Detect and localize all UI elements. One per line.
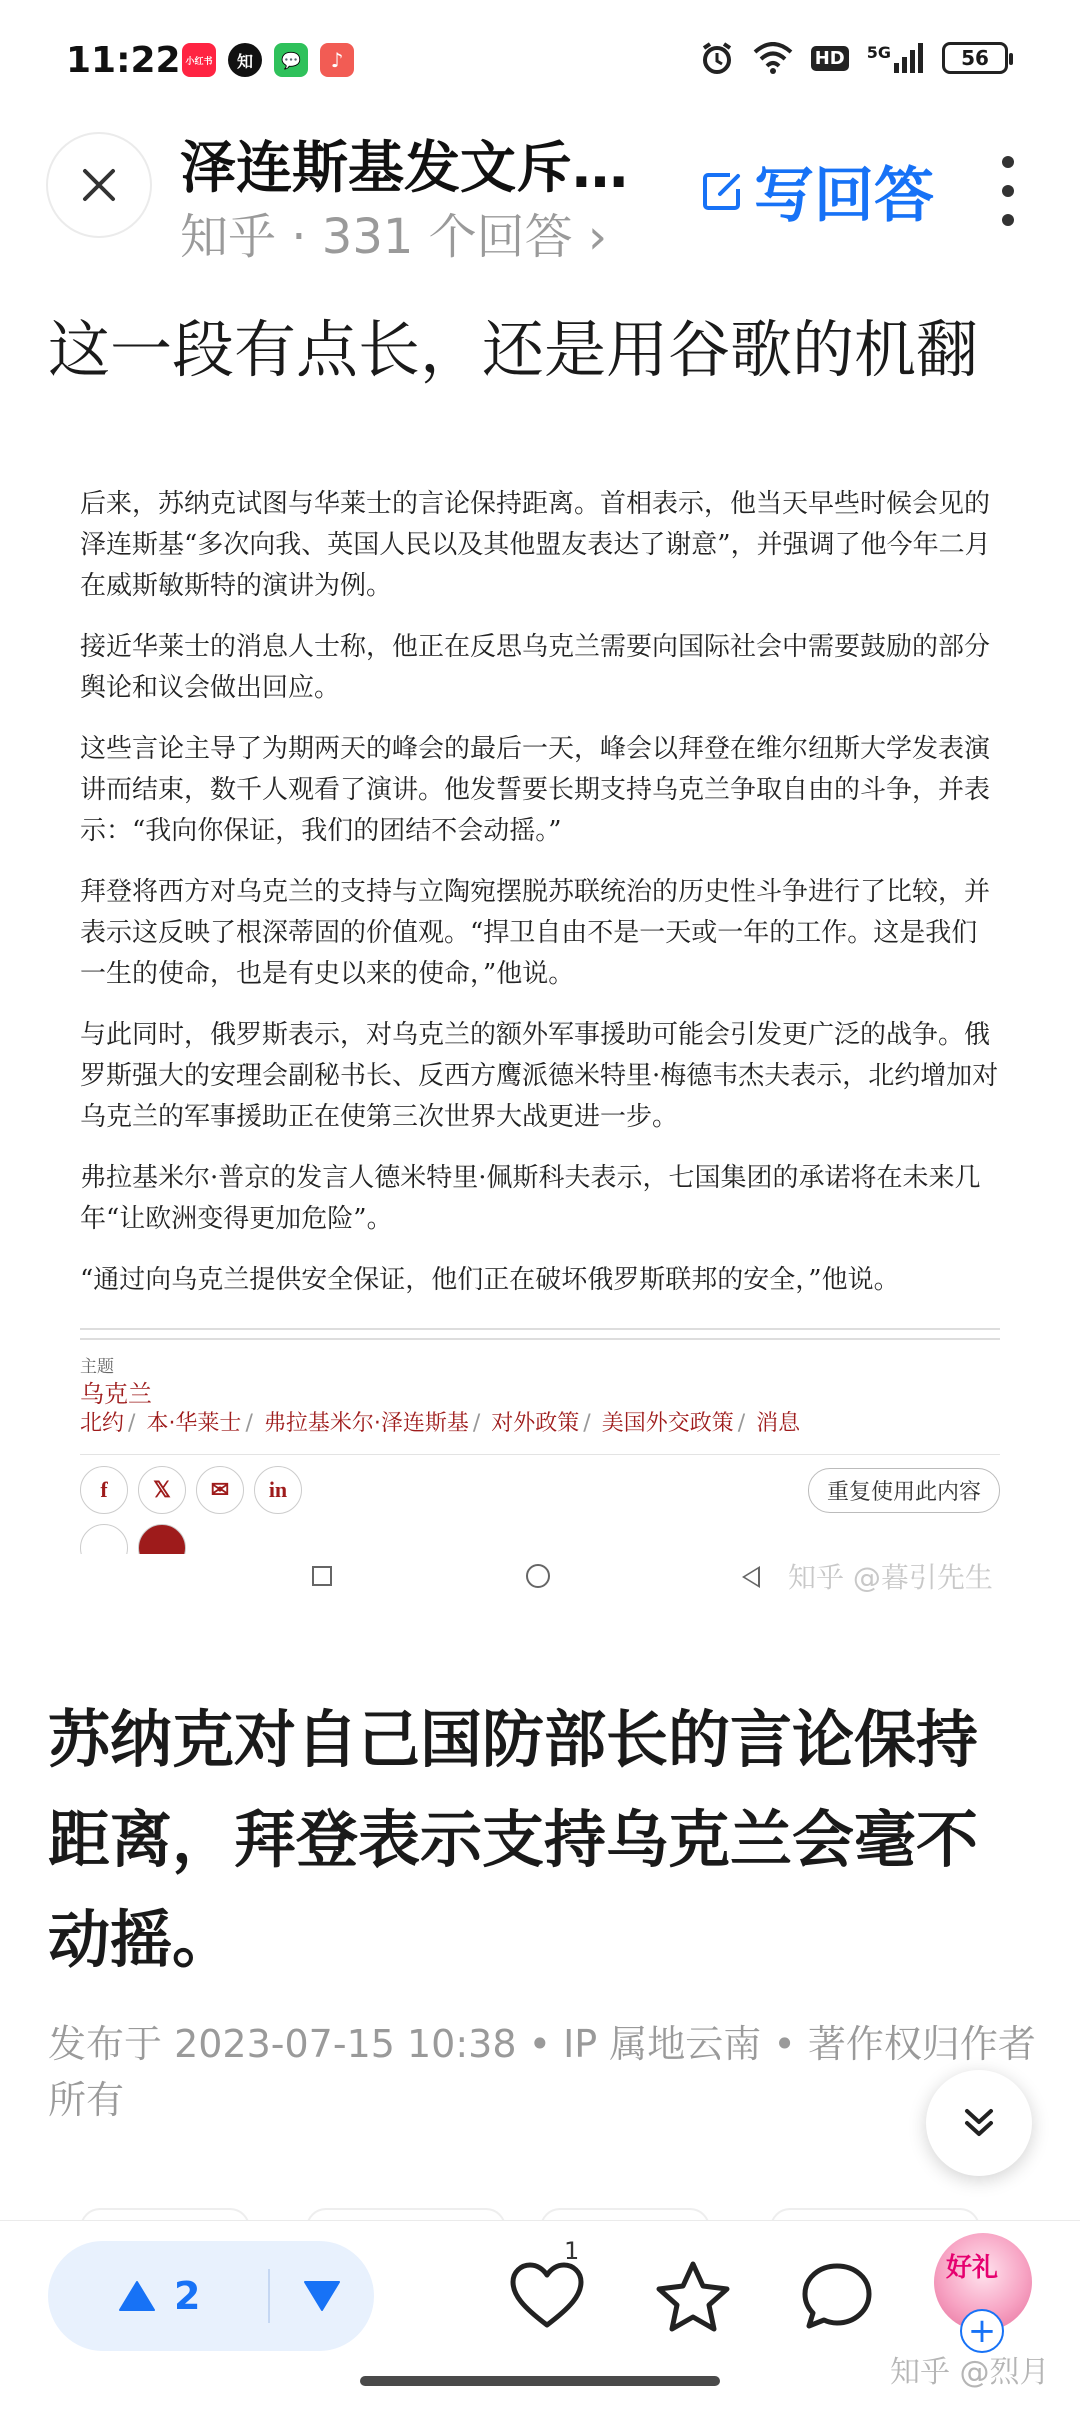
battery-level: 56 xyxy=(961,46,989,70)
upvote-count: 2 xyxy=(174,2274,201,2318)
upvote-button[interactable] xyxy=(48,2274,268,2318)
article-paragraph: 后来，苏纳克试图与华莱士的言论保持距离。首相表示，他当天早些时候会见的泽连斯基“多次向我、英国人民以及其他盟友表达了谢意”，并强调了他今年二月在威斯敏斯特的演讲为例。 xyxy=(80,489,991,601)
tag-item: 对外政策 xyxy=(491,1411,580,1436)
music-app-icon: ♪ xyxy=(320,43,354,77)
question-title[interactable]: 泽连斯基发文斥… xyxy=(180,136,628,201)
divider xyxy=(80,1454,1000,1455)
close-button[interactable] xyxy=(46,132,152,238)
image-watermark: 知乎 @暮引先生 xyxy=(788,1561,993,1594)
article-paragraph: 弗拉基米尔·普京的发言人德米特里·佩斯科夫表示，七国集团的承诺将在未来几年“让欧洲变得更加危险”。 xyxy=(80,1163,981,1234)
article-paragraph: 接近华莱士的消息人士称，他正在反思乌克兰需要向国际社会中需要鼓励的部分舆论和议会做出回应。 xyxy=(80,632,991,703)
article-paragraph: 与此同时，俄罗斯表示，对乌克兰的额外军事援助可能会引发更广泛的战争。俄罗斯强大的安理会副秘书长、反西方鹰派德米特里·梅德韦杰夫表示，北约增加对乌克兰的军事援助正在使第三次世界大战更进一步。 xyxy=(80,1020,999,1132)
home-indicator[interactable] xyxy=(360,2376,720,2386)
more-dot-icon xyxy=(1002,156,1014,168)
back-icon xyxy=(742,1566,760,1588)
signal-icon xyxy=(867,43,924,73)
more-dot-icon xyxy=(1002,185,1014,197)
tag-item: 弗拉基米尔·泽连斯基 xyxy=(263,1411,469,1436)
question-meta-link[interactable]: 知乎 · 331 个回答 › xyxy=(180,209,608,265)
twitter-icon: 𝕏 xyxy=(138,1466,186,1514)
battery-indicator xyxy=(942,42,1008,74)
reuse-content-label: 重复使用此内容 xyxy=(808,1468,1000,1513)
comment-button[interactable] xyxy=(792,2251,882,2341)
topic-main: 乌克兰 xyxy=(80,1380,152,1408)
close-circle-icon xyxy=(138,1524,186,1554)
star-icon xyxy=(655,2260,731,2332)
double-chevron-down-icon xyxy=(959,2103,999,2143)
status-bar xyxy=(0,0,1080,120)
home-icon xyxy=(526,1564,550,1588)
topic-tags: 北约 / 本·华莱士 / 弗拉基米尔·泽连斯基 / 对外政策 / 美国外交政策 / 消息 xyxy=(80,1411,801,1436)
scroll-down-button[interactable] xyxy=(926,2070,1032,2176)
recents-icon xyxy=(312,1566,332,1586)
zhihu-app-icon: 知 xyxy=(228,43,262,77)
hd-icon: HD xyxy=(811,46,849,71)
avatar-label: 好礼 xyxy=(946,2253,999,2283)
question-header xyxy=(0,120,1080,270)
status-time: 11:22 xyxy=(66,40,181,81)
article-paragraph: 拜登将西方对乌克兰的支持与立陶宛摆脱苏联统治的历史性斗争进行了比较，并表示这反映了根深蒂固的价值观。“捍卫自由不是一天或一年的工作。这是我们一生的使命，也是有史以来的使命，”他说。 xyxy=(80,877,991,989)
captured-nav-bar xyxy=(48,1552,1032,1610)
downvote-button[interactable] xyxy=(270,2280,374,2312)
tag-item: 美国外交政策 xyxy=(601,1411,734,1436)
share-icons-partial xyxy=(80,1524,186,1554)
pinterest-icon xyxy=(80,1524,128,1554)
answer-intro-text: 这一段有点长，还是用谷歌的机翻 xyxy=(48,313,979,386)
linkedin-icon: in xyxy=(254,1466,302,1514)
heart-icon xyxy=(509,2261,585,2331)
more-dot-icon xyxy=(1002,214,1014,226)
tag-item: 北约 xyxy=(80,1411,125,1436)
network-type-label: 5G xyxy=(866,43,891,62)
article-paragraph: 这些言论主导了为期两天的峰会的最后一天，峰会以拜登在维尔纽斯大学发表演讲而结束，数千人观看了演讲。他发誓要长期支持乌克兰争取自由的斗争，并表示：“我向你保证，我们的团结不会动摇。” xyxy=(80,734,991,846)
comment-bubble-icon xyxy=(799,2260,875,2332)
favorite-button[interactable] xyxy=(648,2251,738,2341)
more-options-button[interactable] xyxy=(990,156,1026,226)
plus-icon: + xyxy=(967,2311,997,2351)
like-count: 1 xyxy=(564,2237,580,2265)
answer-paragraph-headline: 苏纳克对自己国防部长的言论保持距离，拜登表示支持乌克兰会毫不动摇。 xyxy=(48,1703,979,1976)
tag-item: 消息 xyxy=(756,1411,801,1436)
bottom-watermark: 知乎 @烈月 xyxy=(890,2355,1050,2390)
wifi-icon xyxy=(753,42,793,74)
topic-label: 主题 xyxy=(80,1357,114,1377)
edit-icon xyxy=(700,169,744,213)
publish-meta: 发布于 2023-07-15 10:38 • IP 属地云南 • 著作权归作者所有 xyxy=(48,2022,1036,2122)
share-icons xyxy=(80,1466,302,1514)
close-icon xyxy=(79,165,119,205)
facebook-icon: f xyxy=(80,1466,128,1514)
system-status-icons xyxy=(699,40,1008,76)
write-answer-button[interactable] xyxy=(700,148,934,234)
write-answer-label: 写回答 xyxy=(754,161,934,231)
article-body xyxy=(80,484,1000,1321)
divider xyxy=(80,1328,1000,1340)
alarm-icon xyxy=(699,40,735,76)
upvote-triangle-icon xyxy=(118,2280,156,2312)
article-screenshot-image[interactable] xyxy=(48,440,1032,1610)
vote-control xyxy=(48,2241,374,2351)
notification-app-icons xyxy=(182,43,354,77)
tag-item: 本·华莱士 xyxy=(146,1411,242,1436)
email-icon: ✉ xyxy=(196,1466,244,1514)
downvote-triangle-icon xyxy=(303,2280,341,2312)
xiaohongshu-app-icon: 小红书 xyxy=(182,43,216,77)
article-paragraph: “通过向乌克兰提供安全保证，他们正在破坏俄罗斯联邦的安全，”他说。 xyxy=(80,1265,900,1295)
messages-app-icon: 💬 xyxy=(274,43,308,77)
